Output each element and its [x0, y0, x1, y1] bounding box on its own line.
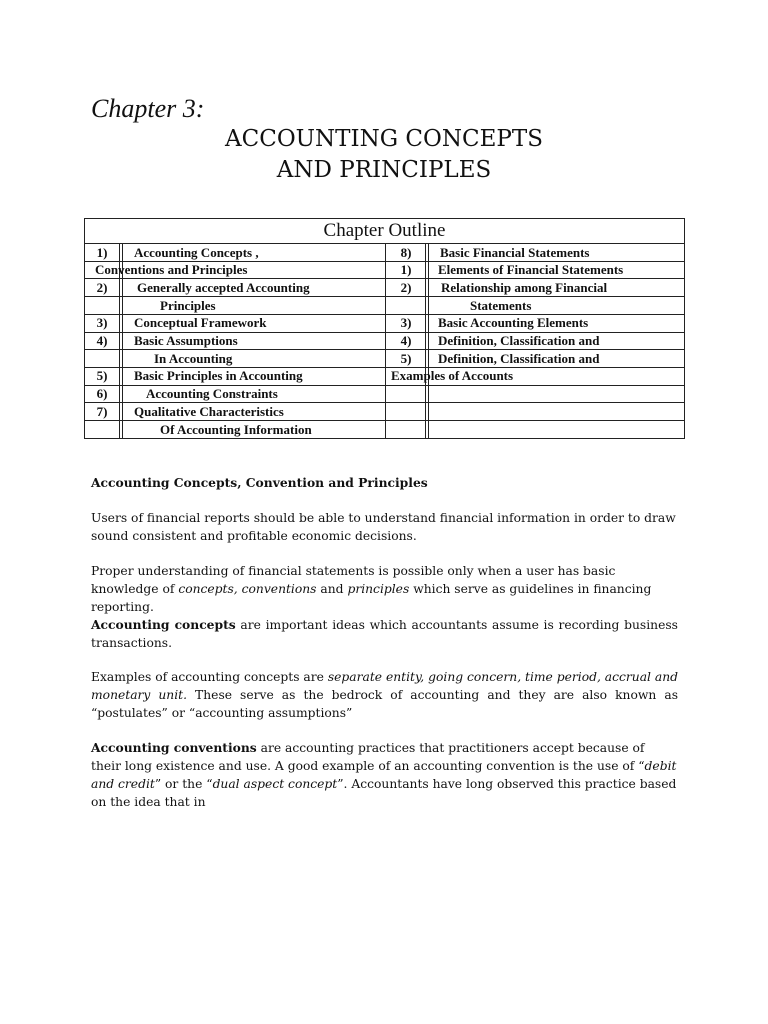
paragraph-3-rest: are important ideas which accountants assume is recording business transactions.	[91, 618, 678, 650]
outline-right-topic: Definition, Classification and	[438, 350, 600, 366]
paragraph-2-em-concepts: concepts, conventions	[178, 582, 317, 596]
paragraph-3	[91, 616, 678, 652]
chapter-outline-table	[84, 218, 685, 439]
outline-left-topic: Basic Principles in Accounting	[134, 368, 303, 384]
paragraph-2-em-principles: principles	[347, 582, 410, 596]
section-heading: Accounting Concepts, Convention and Principles	[91, 475, 428, 490]
paragraph-5-text-c: ” or the “	[154, 777, 213, 791]
paragraph-3-term: Accounting concepts	[91, 617, 236, 632]
outline-left-topic: Basic Assumptions	[134, 333, 238, 348]
paragraph-2-text-a: Proper understanding of financial statements is possible only when a user has basic knowledge of	[91, 564, 616, 596]
paragraph-5-term: Accounting conventions	[91, 740, 257, 755]
outline-left-number: 6)	[96, 386, 108, 402]
chapter-label: Chapter 3:	[91, 94, 205, 123]
paragraph-1: Users of financial reports should be able to understand financial information in order to draw sound consistent and profitable economic decisions.	[91, 511, 676, 543]
outline-right-number: 1)	[400, 262, 412, 278]
outline-left-number: 1)	[96, 244, 108, 260]
paragraph-4-em-examples: separate entity, going concern, time period, accrual and monetary unit.	[91, 670, 678, 702]
paragraph-5-em-debit-credit: debit and credit	[91, 759, 677, 791]
chapter-title-line-2: AND PRINCIPLES	[276, 157, 492, 183]
paragraph-4-text-a: Examples of accounting concepts are	[91, 670, 328, 684]
outline-left-number: 3)	[96, 315, 108, 331]
outline-heading: Chapter Outline	[85, 219, 684, 244]
paragraph-2-text-e: which serve as guidelines in financing reporting.	[91, 582, 652, 614]
paragraph-5-em-dual-aspect: dual aspect concept	[212, 777, 338, 791]
outline-left-number: 5)	[96, 368, 108, 384]
outline-left-number: 4)	[96, 333, 108, 348]
outline-right-topic: Relationship among Financial	[441, 279, 608, 295]
outline-right-topic: Definition, Classification and	[438, 333, 600, 348]
paragraph-5-text-a: are accounting practices that practitioners accept because of their long existence and use. A good example of an accounting convention is the use of “	[91, 741, 645, 773]
outline-right-topic: Basic Financial Statements	[440, 244, 590, 260]
outline-right-number: 5)	[400, 350, 412, 366]
outline-left-topic: Of Accounting Information	[160, 421, 312, 437]
paragraph-4-text-c: These serve as the bedrock of accounting and they are also known as “postulates” or “accounting assumptions”	[91, 688, 678, 720]
outline-right-topic: Basic Accounting Elements	[438, 315, 589, 331]
outline-right-number: 8)	[400, 244, 412, 260]
outline-left-topic: Conceptual Framework	[134, 315, 267, 331]
outline-left-topic: Conventions and Principles	[95, 262, 248, 278]
paragraph-2	[91, 562, 678, 616]
outline-left-topic: Principles	[160, 297, 216, 313]
outline-right-number: 3)	[400, 315, 412, 331]
paragraph-5	[91, 739, 678, 811]
outline-left-topic: Generally accepted Accounting	[137, 279, 310, 295]
outline-left-topic: Accounting Constraints	[146, 386, 278, 402]
outline-right-topic: Statements	[470, 297, 532, 313]
outline-left-number: 2)	[96, 279, 108, 295]
outline-right-topic: Elements of Financial Statements	[438, 262, 624, 278]
paragraph-5-text-e: ”. Accountants have long observed this practice based on the idea that in	[91, 777, 677, 809]
chapter-title-line-1: ACCOUNTING CONCEPTS	[225, 126, 543, 152]
chapter-title	[0, 124, 768, 186]
outline-right-number: 2)	[400, 279, 412, 295]
table-divider	[428, 243, 429, 438]
outline-left-topic: Accounting Concepts ,	[134, 244, 259, 260]
outline-left-number: 7)	[96, 403, 108, 419]
outline-left-topic: In Accounting	[154, 350, 233, 366]
outline-right-topic: Examples of Accounts	[391, 368, 514, 384]
outline-left-topic: Qualitative Characteristics	[134, 403, 284, 419]
paragraph-2-text-c: and	[316, 582, 348, 596]
paragraph-4	[91, 668, 678, 722]
outline-right-number: 4)	[400, 333, 412, 348]
